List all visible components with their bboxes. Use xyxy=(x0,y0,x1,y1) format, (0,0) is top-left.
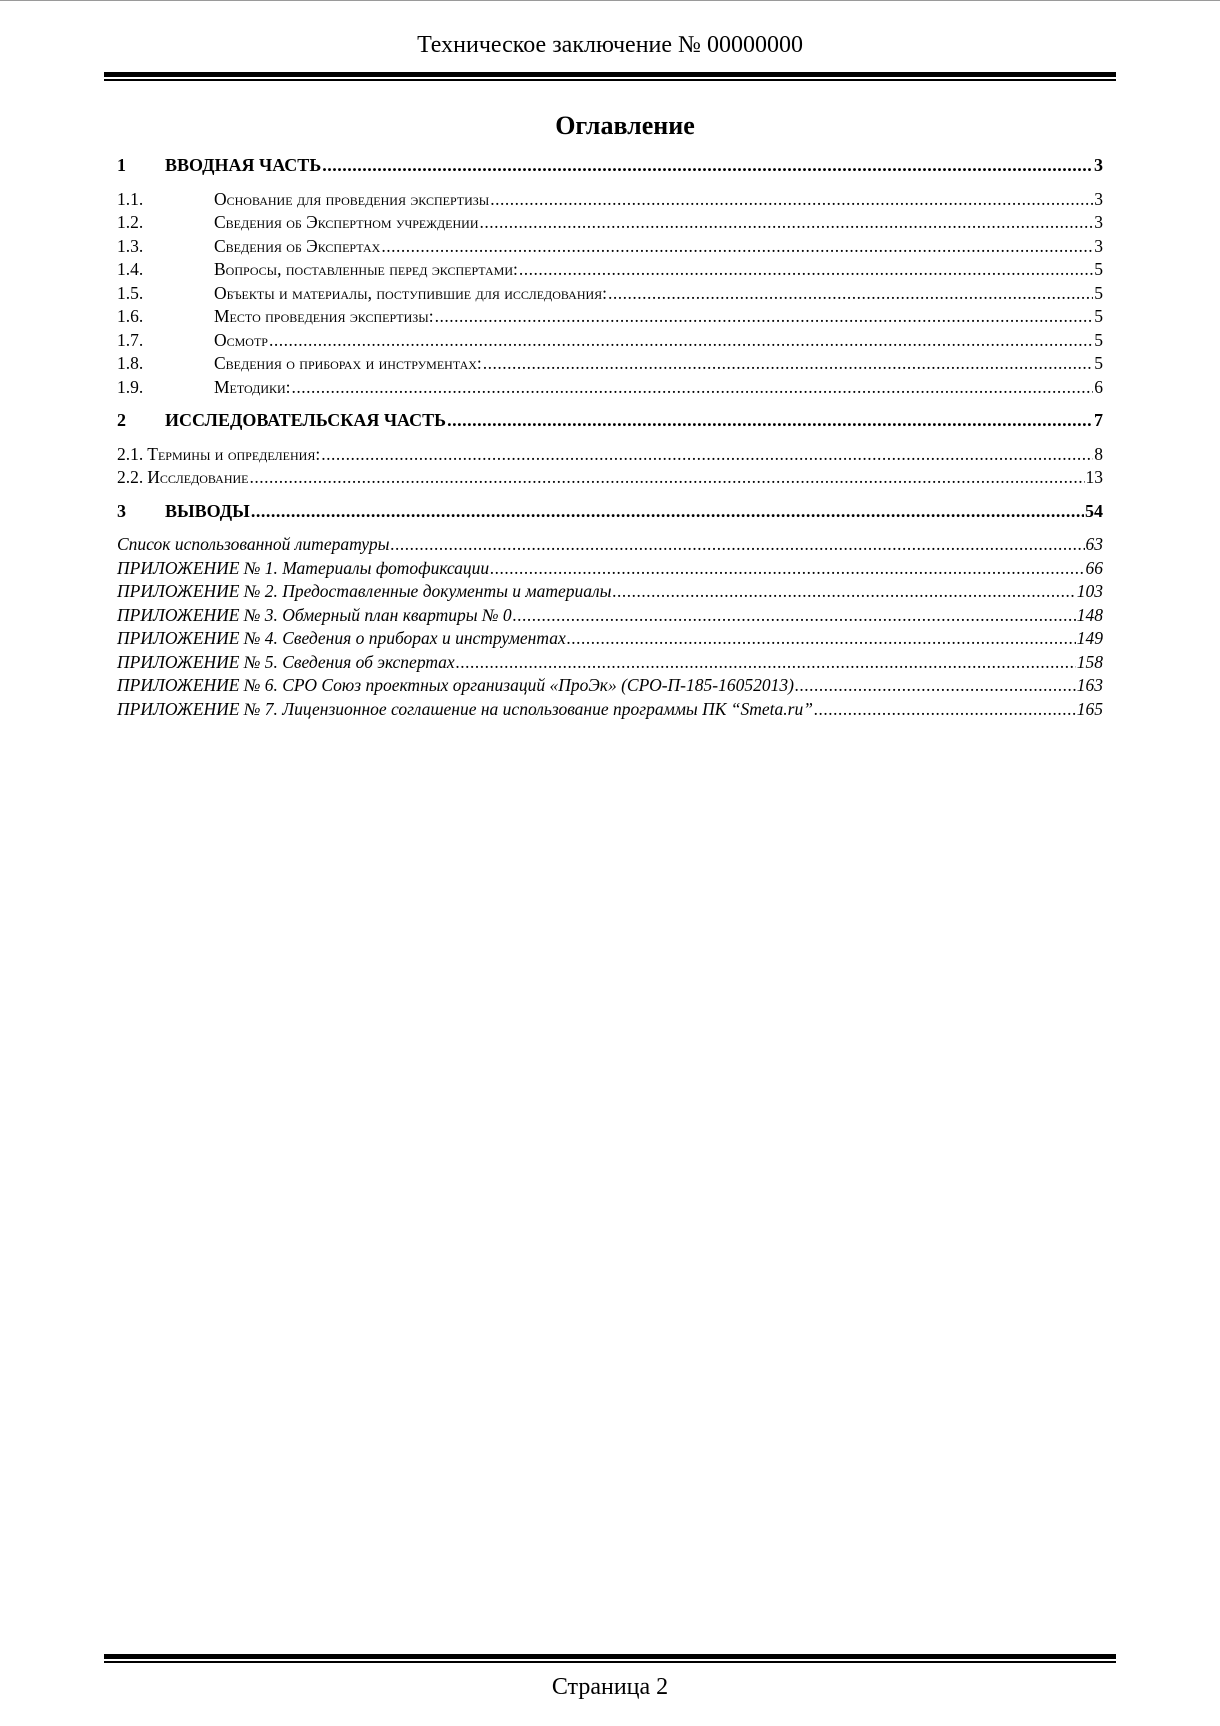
footer-page-number: Страница 2 xyxy=(551,1674,669,1700)
toc-entry-appendix-6[interactable] xyxy=(117,674,1103,698)
toc-entry-title: ПРИЛОЖЕНИЕ № 1. Материалы фотофиксации xyxy=(117,557,490,578)
toc-entry-appendix-1[interactable] xyxy=(117,557,1103,581)
table-of-contents xyxy=(117,154,1103,721)
dot-leader xyxy=(321,443,1093,467)
toc-entry-title: Исследование xyxy=(147,467,249,487)
footer-rule xyxy=(104,1654,1116,1663)
toc-entry-page: 5 xyxy=(1094,282,1103,303)
toc-entry-title: Объекты и материалы, поступившие для исследования: xyxy=(214,282,608,303)
dot-leader xyxy=(292,376,1094,400)
toc-entry-page: 63 xyxy=(1085,534,1103,554)
dot-leader xyxy=(390,533,1084,557)
toc-entry-page: 5 xyxy=(1094,306,1103,326)
toc-entry-title: Основание для проведения экспертизы xyxy=(214,188,490,209)
toc-entry-title: Термины и определения: xyxy=(147,443,321,464)
toc-entry-page: 149 xyxy=(1076,628,1103,648)
toc-entry-number: 1.7. xyxy=(117,329,144,350)
toc-entry-title: Сведения об Экспертах xyxy=(214,235,381,256)
toc-entry-page: 54 xyxy=(1085,500,1103,521)
toc-entry-section-1[interactable] xyxy=(117,154,1103,178)
toc-entry-page: 158 xyxy=(1076,651,1103,672)
toc-entry-bibliography[interactable] xyxy=(117,533,1103,557)
toc-entry-title: Место проведения экспертизы: xyxy=(214,306,434,326)
header-rule xyxy=(104,72,1116,81)
toc-entry-1-1[interactable] xyxy=(117,188,1103,212)
toc-entry-title: Осмотр xyxy=(214,329,268,350)
dot-leader xyxy=(613,580,1076,604)
toc-entry-title: ПРИЛОЖЕНИЕ № 7. Лицензионное соглашение на использование программы ПК “Smeta.ru” xyxy=(117,698,813,719)
toc-entry-number: 1.4. xyxy=(117,259,144,279)
toc-entry-1-2[interactable] xyxy=(117,211,1103,235)
toc-entry-page: 13 xyxy=(1085,467,1103,487)
toc-entry-number: 1.3. xyxy=(117,235,144,256)
dot-leader xyxy=(519,258,1093,282)
toc-entry-1-9[interactable] xyxy=(117,376,1103,400)
toc-entry-number: 1.9. xyxy=(117,376,144,397)
toc-entry-number: 3 xyxy=(117,500,126,521)
dot-leader xyxy=(322,154,1093,178)
toc-entry-number: 2.2. xyxy=(117,467,144,487)
toc-entry-2-1[interactable] xyxy=(117,443,1103,467)
dot-leader xyxy=(251,500,1084,524)
dot-leader xyxy=(490,188,1093,212)
toc-entry-page: 3 xyxy=(1094,188,1103,209)
toc-entry-page: 66 xyxy=(1085,557,1103,578)
toc-entry-1-6[interactable] xyxy=(117,305,1103,329)
toc-entry-page: 3 xyxy=(1094,235,1103,256)
toc-entry-1-3[interactable] xyxy=(117,235,1103,259)
toc-entry-title: ПРИЛОЖЕНИЕ № 3. Обмерный план квартиры № 0 xyxy=(117,604,512,625)
dot-leader xyxy=(513,604,1076,628)
dot-leader xyxy=(456,651,1076,675)
toc-entry-appendix-7[interactable] xyxy=(117,698,1103,722)
toc-entry-page: 7 xyxy=(1094,410,1103,430)
toc-entry-title: ИССЛЕДОВАТЕЛЬСКАЯ ЧАСТЬ xyxy=(165,410,447,430)
toc-heading: Оглавление xyxy=(555,111,695,140)
toc-entry-1-5[interactable] xyxy=(117,282,1103,306)
dot-leader xyxy=(483,352,1093,376)
dot-leader xyxy=(435,305,1094,329)
toc-entry-page: 6 xyxy=(1094,376,1103,397)
toc-entry-title: Список использованной литературы xyxy=(117,534,390,554)
dot-leader xyxy=(269,329,1093,353)
page-top-edge xyxy=(0,0,1220,1)
document-header-title: Техническое заключение № 00000000 xyxy=(417,32,803,58)
toc-entry-page: 5 xyxy=(1094,329,1103,350)
dot-leader xyxy=(250,466,1085,490)
toc-entry-number: 1.1. xyxy=(117,188,144,209)
toc-entry-section-3[interactable] xyxy=(117,500,1103,524)
toc-entry-1-4[interactable] xyxy=(117,258,1103,282)
toc-entry-page: 5 xyxy=(1094,259,1103,279)
dot-leader xyxy=(567,627,1076,651)
toc-entry-page: 3 xyxy=(1094,155,1103,175)
dot-leader xyxy=(795,674,1076,698)
toc-entry-page: 103 xyxy=(1076,581,1103,601)
toc-entry-number: 2.1. xyxy=(117,443,144,464)
dot-leader xyxy=(447,409,1093,433)
toc-entry-appendix-4[interactable] xyxy=(117,627,1103,651)
toc-entry-title: ПРИЛОЖЕНИЕ № 6. СРО Союз проектных организаций «ПроЭк» (СРО-П-185-16052013) xyxy=(117,675,794,695)
toc-entry-title: Вопросы, поставленные перед экспертами: xyxy=(214,259,518,279)
toc-entry-number: 1.6. xyxy=(117,306,144,326)
toc-entry-number: 1.5. xyxy=(117,282,144,303)
toc-entry-page: 8 xyxy=(1094,443,1103,464)
toc-entry-1-7[interactable] xyxy=(117,329,1103,353)
toc-entry-2-2[interactable] xyxy=(117,466,1103,490)
toc-entry-section-2[interactable] xyxy=(117,409,1103,433)
toc-entry-appendix-2[interactable] xyxy=(117,580,1103,604)
toc-entry-title: Методики: xyxy=(214,376,291,397)
toc-entry-page: 148 xyxy=(1076,604,1103,625)
toc-entry-page: 163 xyxy=(1076,675,1103,695)
toc-entry-page: 3 xyxy=(1094,212,1103,232)
toc-entry-number: 1 xyxy=(117,155,126,175)
toc-entry-title: ПРИЛОЖЕНИЕ № 5. Сведения об экспертах xyxy=(117,651,455,672)
toc-entry-title: ВЫВОДЫ xyxy=(165,500,250,521)
toc-entry-page: 5 xyxy=(1094,353,1103,373)
toc-entry-title: Сведения об Экспертном учреждении xyxy=(214,212,479,232)
dot-leader xyxy=(608,282,1093,306)
toc-entry-title: ПРИЛОЖЕНИЕ № 2. Предоставленные документы и материалы xyxy=(117,581,612,601)
toc-entry-1-8[interactable] xyxy=(117,352,1103,376)
toc-entry-number: 1.2. xyxy=(117,212,144,232)
toc-entry-number: 1.8. xyxy=(117,353,144,373)
toc-entry-number: 2 xyxy=(117,410,126,430)
toc-entry-appendix-3[interactable] xyxy=(117,604,1103,628)
toc-entry-title: ВВОДНАЯ ЧАСТЬ xyxy=(165,155,322,175)
dot-leader xyxy=(381,235,1093,259)
toc-entry-appendix-5[interactable] xyxy=(117,651,1103,675)
dot-leader xyxy=(490,557,1084,581)
toc-entry-title: Сведения о приборах и инструментах: xyxy=(214,353,482,373)
toc-entry-page: 165 xyxy=(1076,698,1103,719)
toc-entry-title: ПРИЛОЖЕНИЕ № 4. Сведения о приборах и инструментах xyxy=(117,628,566,648)
dot-leader xyxy=(814,698,1076,722)
dot-leader xyxy=(480,211,1094,235)
